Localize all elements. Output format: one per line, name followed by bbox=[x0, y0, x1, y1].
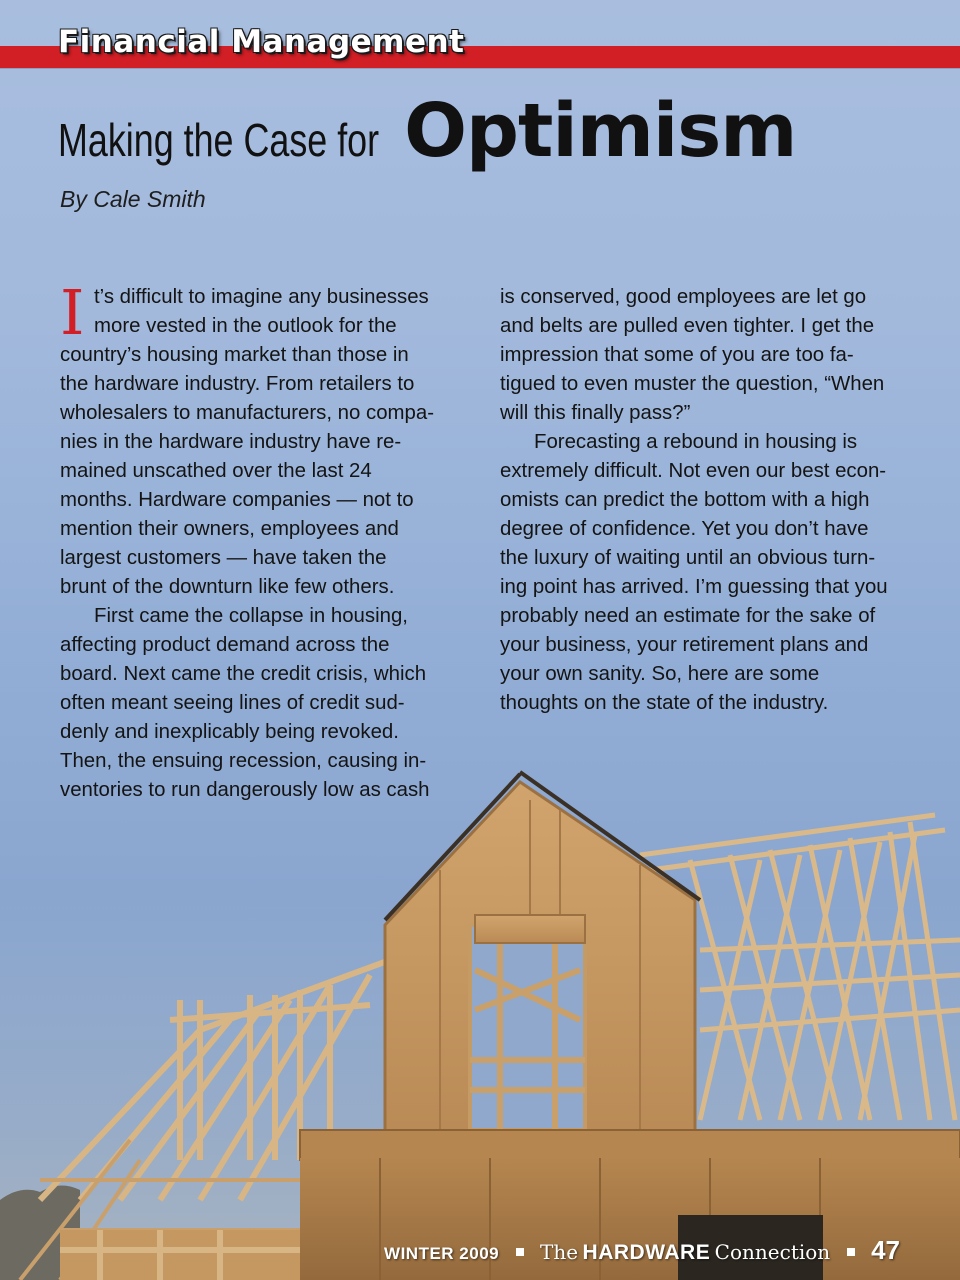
paragraph-1 bbox=[60, 276, 460, 602]
text-line: largest customers — have taken the bbox=[60, 547, 387, 569]
text-line: First came the collapse in housing, bbox=[94, 605, 408, 627]
text-line: your business, your retirement plans and bbox=[500, 634, 869, 656]
text-line: t’s difficult to imagine any businesses bbox=[94, 286, 429, 308]
issue-label: WINTER 2009 bbox=[384, 1244, 500, 1263]
text-line: board. Next came the credit crisis, which bbox=[60, 663, 427, 685]
drop-cap: I bbox=[60, 276, 85, 349]
paragraph-3 bbox=[500, 283, 915, 428]
text-line: often meant seeing lines of credit sud- bbox=[60, 692, 405, 714]
paragraph-4 bbox=[500, 428, 915, 718]
text-line: and belts are pulled even tighter. I get the bbox=[500, 315, 875, 337]
column-left bbox=[60, 276, 460, 805]
text-line: more vested in the outlook for the bbox=[94, 315, 397, 337]
text-line: country’s housing market than those in bbox=[60, 344, 409, 366]
text-line: will this finally pass?” bbox=[500, 402, 691, 424]
byline: By Cale Smith bbox=[60, 186, 206, 212]
text-line: omists can predict the bottom with a high bbox=[500, 489, 870, 511]
text-line: Forecasting a rebound in housing is bbox=[534, 431, 858, 453]
text-line: affecting product demand across the bbox=[60, 634, 390, 656]
text-line: probably need an estimate for the sake of bbox=[500, 605, 876, 627]
text-line: ing point has arrived. I’m guessing that you bbox=[500, 576, 888, 598]
text-line: denly and inexplicably being revoked. bbox=[60, 721, 399, 743]
text-line: the luxury of waiting until an obvious turn- bbox=[500, 547, 876, 569]
text-line: ventories to run dangerously low as cash bbox=[60, 779, 430, 801]
paragraph-2 bbox=[60, 602, 460, 805]
text-line: degree of confidence. Yet you don’t have bbox=[500, 518, 869, 540]
text-line: mained unscathed over the last 24 bbox=[60, 460, 372, 482]
page-number: 47 bbox=[871, 1235, 900, 1265]
text-line: months. Hardware companies — not to bbox=[60, 489, 414, 511]
text-line: wholesalers to manufacturers, no compa- bbox=[60, 402, 435, 424]
text-line: tigued to even muster the question, “When bbox=[500, 373, 885, 395]
text-line: brunt of the downturn like few others. bbox=[60, 576, 395, 598]
text-line: nies in the hardware industry have re- bbox=[60, 431, 402, 453]
house-framing-illustration bbox=[0, 760, 960, 1280]
article-title bbox=[58, 88, 796, 174]
text-line: mention their owners, employees and bbox=[60, 518, 399, 540]
title-main-word: Optimism bbox=[404, 88, 797, 174]
column-right bbox=[500, 283, 915, 718]
text-line: extremely difficult. Not even our best econ- bbox=[500, 460, 887, 482]
text-line: impression that some of you are too fa- bbox=[500, 344, 854, 366]
title-prefix: Making the Case for bbox=[58, 114, 380, 166]
text-line: is conserved, good employees are let go bbox=[500, 286, 867, 308]
publication-the: The bbox=[540, 1240, 579, 1264]
text-line: your own sanity. So, here are some bbox=[500, 663, 820, 685]
text-line: Then, the ensuing recession, causing in- bbox=[60, 750, 427, 772]
section-label: Financial Management bbox=[58, 24, 465, 60]
publication-hardware: HARDWARE bbox=[582, 1241, 711, 1264]
page-footer bbox=[384, 1235, 900, 1266]
publication-connection: Connection bbox=[714, 1240, 831, 1264]
bullet-square-icon bbox=[847, 1248, 855, 1256]
text-line: the hardware industry. From retailers to bbox=[60, 373, 415, 395]
text-line: thoughts on the state of the industry. bbox=[500, 692, 829, 714]
bullet-square-icon bbox=[516, 1248, 524, 1256]
